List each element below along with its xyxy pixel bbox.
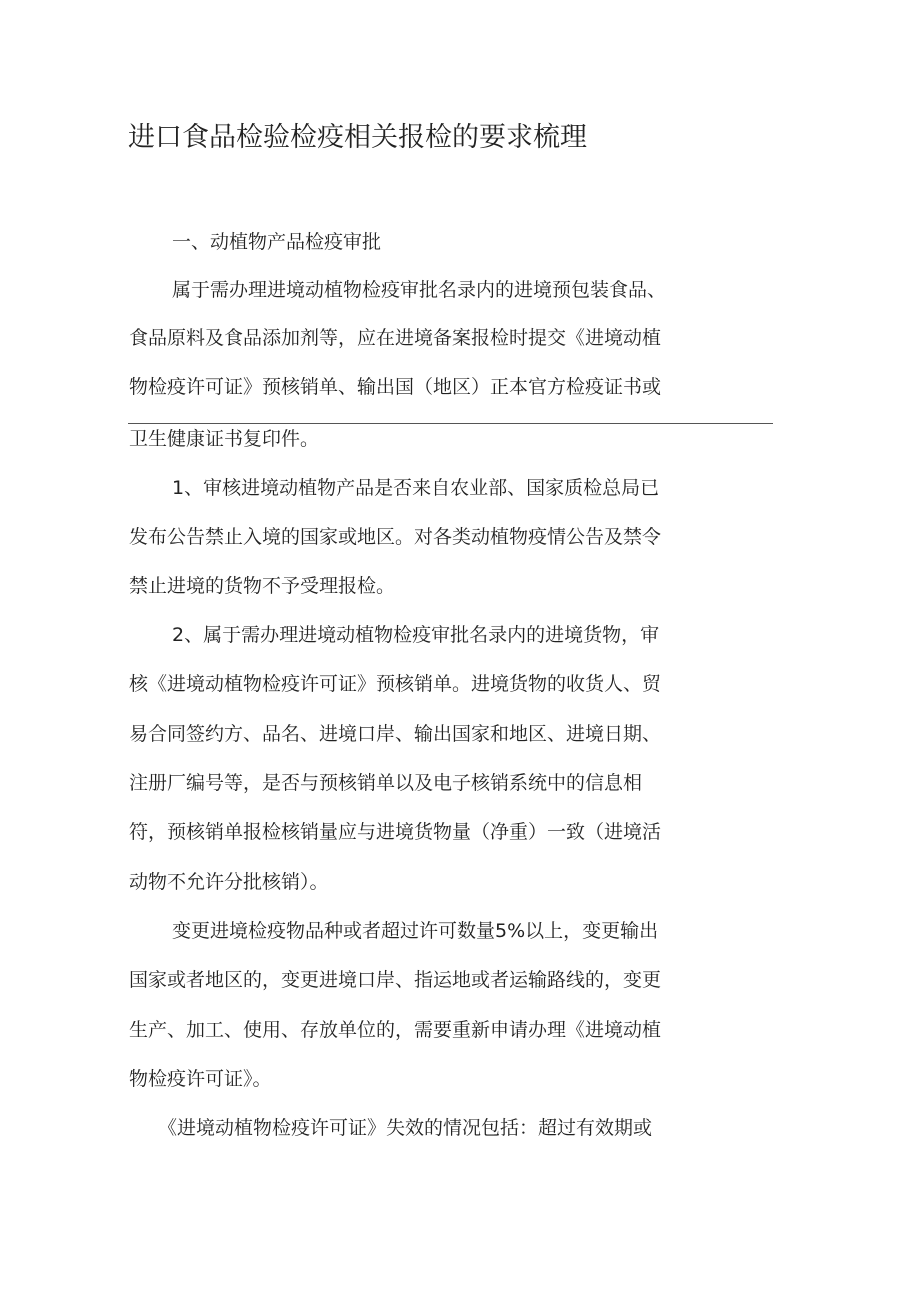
paragraph-line: 食品原料及食品添加剂等，应在进境备案报检时提交《进境动植 xyxy=(129,327,662,349)
section-heading: 一、动植物产品检疫审批 xyxy=(172,231,382,253)
paragraph-line: 《进境动植物检疫许可证》失效的情况包括：超过有效期或 xyxy=(158,1117,653,1139)
paragraph-line: 2、属于需办理进境动植物检疫审批名录内的进境货物，审 xyxy=(172,624,660,646)
paragraph-line: 物检疫许可证》预核销单、输出国（地区）正本官方检疫证书或 xyxy=(129,376,662,398)
paragraph-line: 注册厂编号等，是否与预核销单以及电子核销系统中的信息相 xyxy=(129,772,643,794)
paragraph-line: 符，预核销单报检核销量应与进境货物量（净重）一致（进境活 xyxy=(129,821,662,843)
paragraph-line: 动物不允许分批核销）。 xyxy=(129,871,329,893)
paragraph-line: 属于需办理进境动植物检疫审批名录内的进境预包装食品、 xyxy=(172,279,667,301)
paragraph-line: 生产、加工、使用、存放单位的，需要重新申请办理《进境动植 xyxy=(129,1019,662,1041)
paragraph-line: 物检疫许可证》。 xyxy=(129,1068,272,1090)
page-title: 进口食品检验检疫相关报检的要求梳理 xyxy=(128,122,587,153)
paragraph-line: 易合同签约方、品名、进境口岸、输出国家和地区、进境日期、 xyxy=(129,723,662,745)
paragraph-line: 核《进境动植物检疫许可证》预核销单。进境货物的收货人、贸 xyxy=(129,673,662,695)
horizontal-rule xyxy=(128,423,773,424)
paragraph-line: 发布公告禁止入境的国家或地区。对各类动植物疫情公告及禁令 xyxy=(129,526,662,548)
paragraph-line: 国家或者地区的，变更进境口岸、指运地或者运输路线的，变更 xyxy=(129,969,662,991)
paragraph-line: 卫生健康证书复印件。 xyxy=(129,428,320,450)
paragraph-line: 变更进境检疫物品种或者超过许可数量5%以上，变更输出 xyxy=(172,920,659,942)
paragraph-line: 1、审核进境动植物产品是否来自农业部、国家质检总局已 xyxy=(172,477,660,499)
paragraph-line: 禁止进境的货物不予受理报检。 xyxy=(129,575,396,597)
